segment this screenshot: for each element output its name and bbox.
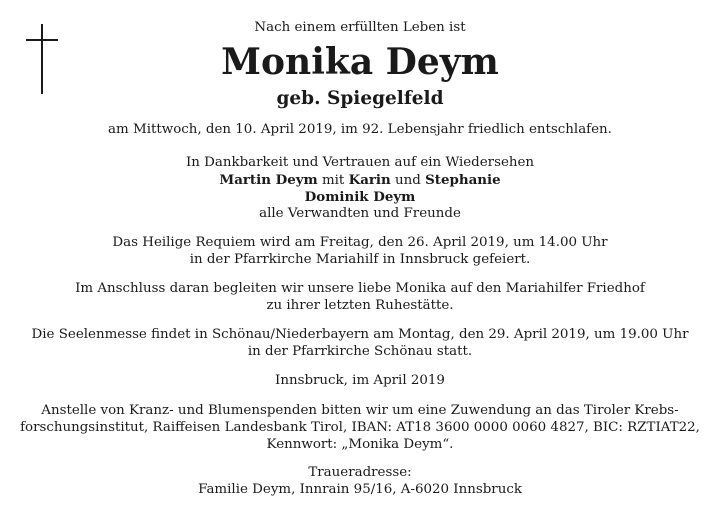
mourners-line-2	[0, 189, 720, 206]
donation-line: Anstelle von Kranz- und Blumenspenden bitten wir um eine Zuwendung an das Tiroler Krebs-	[41, 403, 679, 418]
mourners-others: alle Verwandten und Freunde	[259, 206, 461, 221]
requiem-line: Das Heilige Requiem wird am Freitag, den 26. April 2019, um 14.00 Uhr	[112, 235, 608, 250]
mourning-address: Familie Deym, Innrain 95/16, A-6020 Innsbruck	[198, 482, 522, 497]
donation-line: Kennwort: „Monika Deym“.	[266, 437, 454, 452]
mourners-line-1	[0, 172, 720, 189]
cross-horizontal-bar	[26, 39, 58, 41]
burial-line: zu ihrer letzten Ruhestätte.	[266, 298, 454, 313]
deceased-name: Monika Deym	[221, 41, 499, 83]
mourner-conjunction: mit	[317, 173, 349, 188]
mourner-name: Karin	[348, 172, 391, 188]
death-line: am Mittwoch, den 10. April 2019, im 92. Lebensjahr friedlich entschlafen.	[108, 122, 612, 137]
mourning-address-label: Traueradresse:	[308, 465, 412, 480]
burial-line: Im Anschluss daran begleiten wir unsere liebe Monika auf den Mariahilfer Friedhof	[75, 281, 645, 296]
mourner-name: Dominik Deym	[304, 189, 416, 205]
mourners-intro: In Dankbarkeit und Vertrauen auf ein Wiedersehen	[185, 155, 535, 170]
place-date: Innsbruck, im April 2019	[275, 373, 445, 388]
donation-line: forschungsinstitut, Raiffeisen Landesbank Tirol, IBAN: AT18 3600 0000 0060 4827, BIC: RZTIAT22,	[20, 420, 700, 435]
mourner-name: Martin Deym	[219, 172, 318, 188]
soul-mass-line: Die Seelenmesse findet in Schönau/Niederbayern am Montag, den 29. April 2019, um 19.00 Uhr	[31, 327, 689, 342]
intro-text: Nach einem erfüllten Leben ist	[254, 20, 466, 35]
mourner-name: Stephanie	[425, 172, 501, 188]
mourner-conjunction: und	[390, 173, 426, 188]
requiem-line: in der Pfarrkirche Mariahilf in Innsbruck gefeiert.	[189, 252, 531, 267]
maiden-name: geb. Spiegelfeld	[276, 88, 444, 109]
soul-mass-line: in der Pfarrkirche Schönau statt.	[247, 344, 473, 359]
